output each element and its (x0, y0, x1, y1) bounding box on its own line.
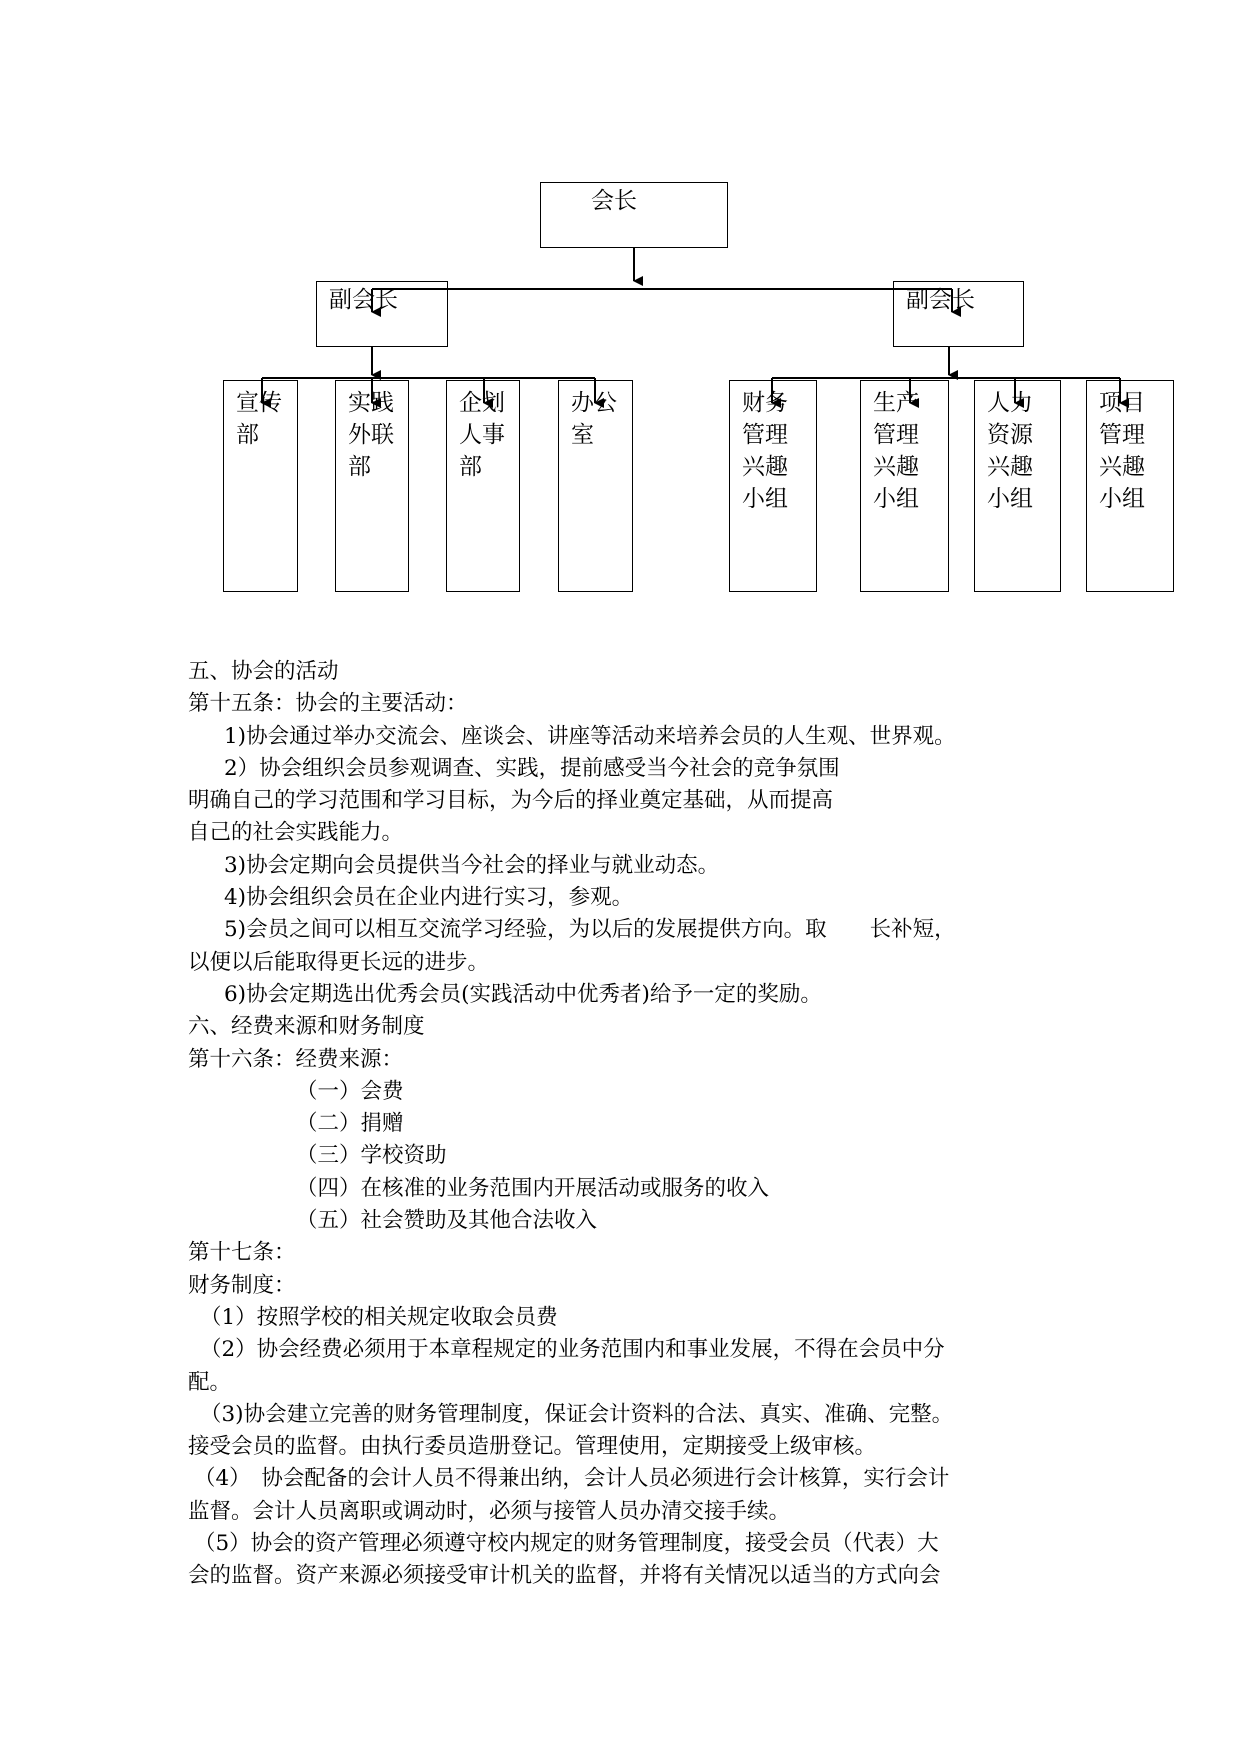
interest-group-box (729, 380, 817, 592)
department-label: 宣传部 (236, 390, 282, 448)
text-line: 4)协会组织会员在企业内进行实习，参观。 (224, 885, 634, 911)
text-line: 以便以后能取得更长远的进步。 (188, 949, 490, 975)
text-line: 监督。会计人员离职或调动时，必须与接管人员办清交接手续。 (188, 1498, 791, 1524)
department-box (558, 380, 633, 592)
document-body (188, 656, 1088, 1593)
text-line: 6)协会定期选出优秀会员(实践活动中优秀者)给予一定的奖励。 (224, 981, 822, 1007)
department-box (223, 380, 298, 592)
interest-group-box (860, 380, 949, 592)
article-heading: 第十七条： (188, 1240, 296, 1266)
text-line: （1）按照学校的相关规定收取会员费 (200, 1304, 558, 1330)
article-heading: 第十六条：经费来源： (188, 1046, 404, 1072)
text-line: （2）协会经费必须用于本章程规定的业务范围内和事业发展，不得在会员中分 (200, 1337, 945, 1363)
vice-president-left-box (316, 281, 448, 347)
department-box (446, 380, 520, 592)
text-line: 接受会员的监督。由执行委员造册登记。管理使用，定期接受上级审核。 (188, 1434, 877, 1460)
interest-group-label: 人力资源兴趣小组 (987, 390, 1033, 512)
text-line: 明确自己的学习范围和学习目标，为今后的择业奠定基础，从而提高 (188, 788, 834, 814)
list-item: （五）社会赞助及其他合法收入 (296, 1208, 598, 1234)
text-line: 会的监督。资产来源必须接受审计机关的监督，并将有关情况以适当的方式向会 (188, 1563, 941, 1589)
department-box (335, 380, 409, 592)
text-line: 财务制度： (188, 1272, 296, 1298)
list-item: （三）学校资助 (296, 1143, 447, 1169)
section-heading: 五、协会的活动 (188, 659, 339, 684)
article-heading: 第十五条：协会的主要活动： (188, 691, 468, 717)
text-line: （5）协会的资产管理必须遵守校内规定的财务管理制度，接受会员（代表）大 (194, 1531, 939, 1557)
interest-group-box (974, 380, 1061, 592)
text-line: 2）协会组织会员参观调查、实践，提前感受当今社会的竞争氛围 (224, 755, 840, 781)
text-line: 自己的社会实践能力。 (188, 820, 404, 846)
interest-group-box (1086, 380, 1174, 592)
text-line: （3)协会建立完善的财务管理制度，保证会计资料的合法、真实、准确、完整。 (200, 1401, 954, 1427)
text-line: （4） 协会配备的会计人员不得兼出纳，会计人员必须进行会计核算，实行会计 (194, 1466, 950, 1492)
list-item: （二）捐赠 (296, 1111, 404, 1137)
text-line: 3)协会定期向会员提供当今社会的择业与就业动态。 (224, 852, 720, 878)
vice-president-right-label: 副会长 (906, 287, 975, 313)
department-label: 企划人事部 (459, 390, 505, 480)
text-line: 5)会员之间可以相互交流学习经验，为以后的发展提供方向。取 长补短， (224, 917, 956, 943)
list-item: （一）会费 (296, 1078, 404, 1104)
vice-president-right-box (893, 281, 1024, 347)
department-label: 办公室 (571, 390, 617, 448)
text-line: 1)协会通过举办交流会、座谈会、讲座等活动来培养会员的人生观、世界观。 (224, 723, 956, 749)
list-item: （四）在核准的业务范围内开展活动或服务的收入 (296, 1175, 770, 1201)
interest-group-label: 项目管理兴趣小组 (1099, 390, 1145, 512)
president-label: 会长 (591, 188, 637, 214)
interest-group-label: 生产管理兴趣小组 (873, 390, 919, 512)
text-line: 配。 (188, 1369, 232, 1395)
president-box (540, 182, 728, 248)
department-label: 实践外联部 (348, 390, 394, 480)
interest-group-label: 财务管理兴趣小组 (742, 390, 788, 512)
section-heading: 六、经费来源和财务制度 (188, 1014, 425, 1040)
vice-president-left-label: 副会长 (329, 287, 398, 313)
